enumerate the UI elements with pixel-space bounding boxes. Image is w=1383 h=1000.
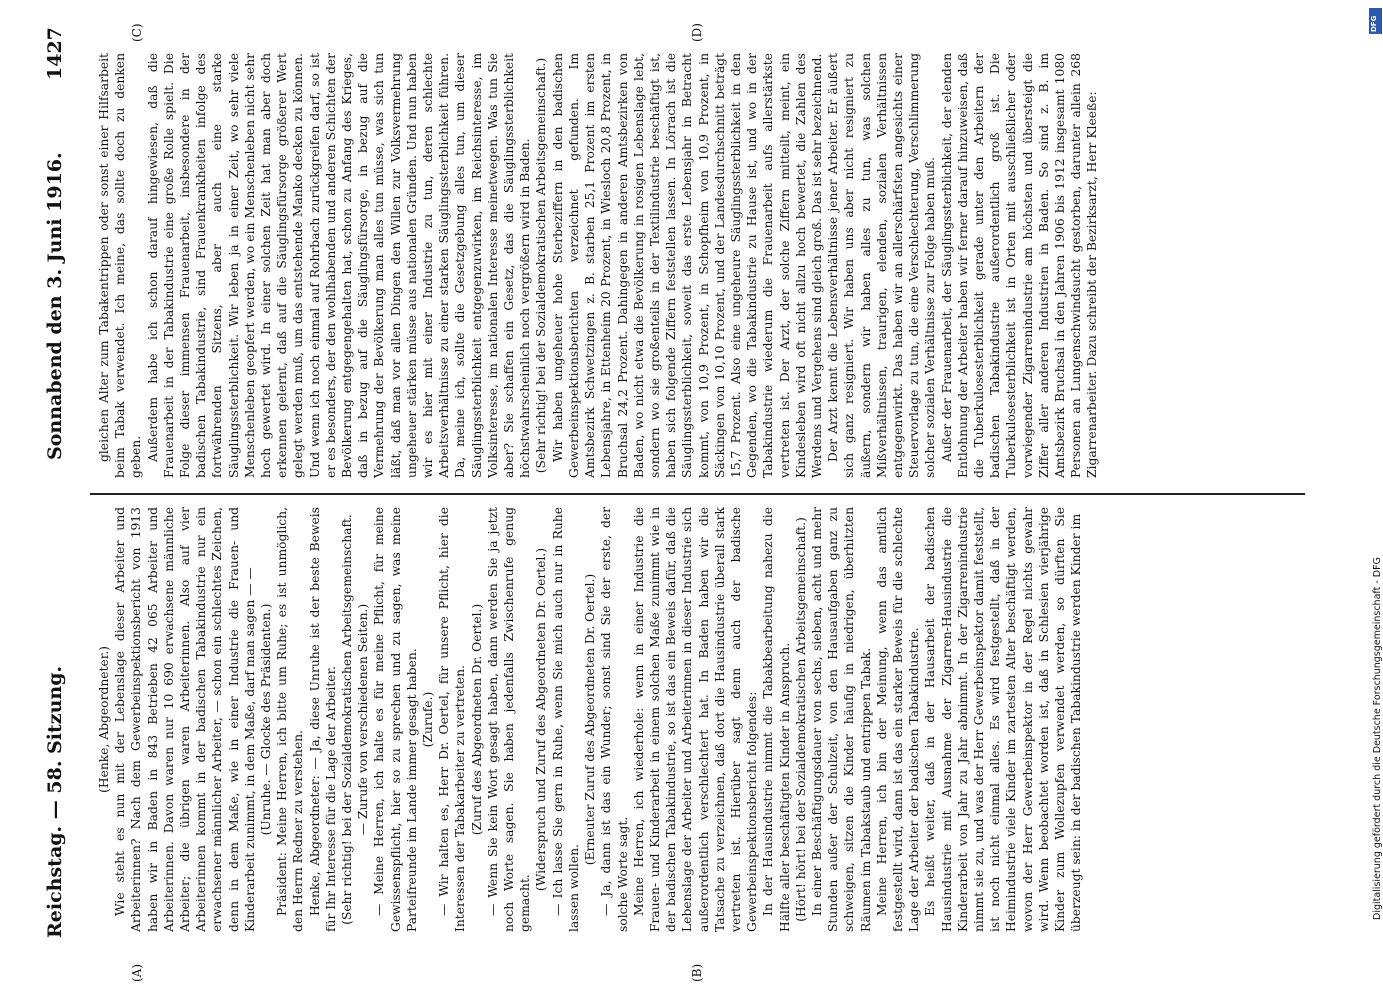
paragraph: — Ich lasse Sie gern in Ruhe, wenn Sie mich auch nur in Ruhe lassen wollen. <box>550 507 581 932</box>
header-left: Reichstag. — 58. Sitzung. <box>44 665 66 938</box>
margin-mark-c: (C) <box>130 23 144 42</box>
interjection: (Zurufe.) <box>421 691 436 748</box>
left-column <box>96 507 1311 932</box>
column-divider <box>90 493 1305 495</box>
paragraph: Henke, Abgeordneter: — Ja, diese Unruhe ist der beste Beweis für Ihr Interesse für die Lage der Arbeiter. <box>307 507 338 932</box>
paragraph: Meine Herren, ich bin der Meinung, wenn das amtlich festgestellt wird, dann ist das ein starker Beweis für die schlechte Lage der Arbeiter der badischen Tabakindustrie. <box>874 507 922 932</box>
paragraph: — Wenn Sie kein Wort gesagt haben, dann werden Sie ja jetzt noch Worte sagen. Sie haben jedenfalls Zwischenrufe genug gemacht. <box>485 507 533 932</box>
margin-mark-d: (D) <box>690 23 704 42</box>
paragraph: Es heißt weiter, daß in der Hausarbeit der badischen Hausindustrie mit Ausnahme der Zigarren-Hausindustrie die Kinderarbeit von Jahr zu Jahr abnimmt. In der Zigarrenindustrie nimmt sie zu, und was der Herr Gewerbeinspektor damit feststellt, ist noch nicht einmal alles. Es wird festgestellt, daß in der Heimindustrie viele Kinder im zartesten Alter beschäftigt werden, wovon der Herr Gewerbeinspektor in der Regel nichts gewahr wird. Wenn beobachtet worden ist, daß in Schlesien vierjährige Kinder zum Wollezupfen verwendet werden, so dürften Sie überzeugt sein: in der badischen Tabakindustrie werden Kinder im <box>923 507 1084 932</box>
paragraph: Außerdem habe ich schon darauf hingewiesen, daß die Frauenarbeit in der Tabakindustrie eine große Rolle spielt. Die Folge dieser immensen Frauenarbeit, insbesondere in der badischen Tabakindustrie, sind Frauenkrankheiten infolge des fortwährenden Sitzens, aber auch eine starke Säuglingssterblichkeit. Wir leben ja in einer Zeit, wo sehr viele Menschenleben geopfert werden, wo ein Menschenleben nicht sehr hoch gewertet wird. In einer solchen Zeit hat man aber doch erkennen gelernt, daß auf die Säuglingsfürsorge größerer Wert gelegt werden muß, um das entstehende Manko decken zu können. Und wenn ich noch einmal auf Rohrbach zurückgreifen darf, so ist er es besonders, der den wohlhabenden und anderen Schichten der Bevölkerung entgegengehalten hat, schon zu Anfang des Krieges, daß in bezug auf die Säuglingsfürsorge, in bezug auf die Vermehrung der Bevölkerung man alles tun müsse, was sich tun läßt, daß man vor allen Dingen den Willen zur Volksvermehrung ungeheuer stärken müsse aus nationalen Gründen. Und nun haben wir es hier mit einer Industrie zu tun, deren schlechte Arbeitsverhältnisse zu einer starken Säuglingssterblichkeit führen. Da, meine ich, sollte die Gesetzgebung alles tun, um dieser Säuglingssterblichkeit entgegenzuwirken, im Reichsinteresse, im Volksinteresse, im nationalen Interesse meinetwegen. Was tun Sie aber? Sie schaffen ein Gesetz, das die Säuglingssterblichkeit höchstwahrscheinlich noch vergrößern wird in Baden. <box>145 53 533 478</box>
paragraph: Wie steht es nun mit der Lebenslage dieser Arbeiter und Arbeiterinnen? Nach dem Gewerbeinspektionsbericht von 1913 haben wir in Baden in 843 Betrieben 42 065 Arbeiter und Arbeiterinnen. Davon waren nur 10 690 erwachsene männliche Arbeiter; die übrigen waren Arbeiterinnen. Also auf vier Arbeiterinnen kommt in der badischen Tabakindustrie nur ein erwachsener männlicher Arbeiter, — schon ein schlechtes Zeichen, denn in dem Maße, wie in einer Industrie die Frauen- und Kinderarbeit zunimmt, in dem Maße, darf man sagen — — <box>113 507 257 932</box>
paragraph: gleichen Alter zum Tabakentrippen oder sonst einer Hilfsarbeit beim Tabak verwendet. Ich meine, das sollte doch zu denken geben. <box>97 53 144 478</box>
interjection: (Hört! hört! bei der Sozialdemokratischen Arbeitsgemeinschaft.) <box>793 517 808 922</box>
interjection: (Widerspruch und Zuruf des Abgeordneten Dr. Oertel.) <box>534 547 549 892</box>
paragraph: Der Arzt kennt die Lebensverhältnisse jener Arbeiter. Er äußert sich ganz resigniert. Wir haben uns aber nicht resigniert zu äußern, sondern wir haben alles zu tun, was solchen Mißverhältnissen, traurigen, elenden, sozialen Verhältnissen entgegenwirkt. Das haben wir an allerschärfsten angesichts einer Steuervorlage zu tun, die eine Verschlechterung, Verschlimmerung solcher sozialen Verhältnisse zur Folge haben muß. <box>826 53 938 478</box>
margin-mark-b: (B) <box>690 963 704 982</box>
interjection: (Zuruf des Abgeordneten Dr. Oertel.) <box>469 603 484 836</box>
interjection: (Erneuter Zuruf des Abgeordneten Dr. Oertel.) <box>583 573 598 866</box>
page-header <box>38 0 78 1000</box>
paragraph: Wir haben ungeheuer hohe Sterbeziffern in den badischen Gewerbeinspektionsberichten verzeichnet gefunden. Im Amtsbezirk Schwetzingen z. B. starben 25,1 Prozent im ersten Lebensjahre, in Ettenheim 20 Prozent, in Wiesloch 20,8 Prozent, in Bruchsal 24,2 Prozent. Dahingegen in anderen Amtsbezirken von Baden, wo nicht etwa die Bevölkerung in rosigen Lebenslage lebt, sondern wo sie großenteils in der Textilindustrie beschäftigt ist, haben sich folgende Ziffern feststellen lassen. In Lörrach ist die Säuglingssterblichkeit, soweit das erste Lebensjahr in Betracht kommt, von 10,9 Prozent, in Schopfheim von 10,9 Prozent, in Säckingen von 10,10 Prozent, und der Landesdurchschnitt beträgt 15,7 Prozent. Also eine ungeheure Säuglingssterblichkeit in den Gegenden, wo die Tabakindustrie zu Hause ist, und wo in der Tabakindustrie wiederum die Frauenarbeit aufs allerstärkste vertreten ist. Der Arzt, der solche Ziffern mitteilt, meint, ein Kindesleben wird oft nicht allzu hoch bewertet, die Zahlen des Werdens und Vergehens sind gleich groß. Das ist sehr bezeichnend. <box>550 53 824 478</box>
dfg-logo <box>1369 8 1382 34</box>
paragraph: — Meine Herren, ich halte es für meine Pflicht, für meine Gewissenspflicht, hier so zu sprechen und zu sagen, was meine Parteifreunde im Lande immer gesagt haben. <box>372 507 419 932</box>
paragraph: Präsident: Meine Herren, ich bitte um Ruhe; es ist unmöglich, den Herrn Redner zu verstehen. <box>275 507 306 932</box>
page-number: 1427 <box>44 27 66 80</box>
paragraph: Außer der Frauenarbeit, der Säuglingssterblichkeit, der elenden Entlohnung der Arbeiter haben wir ferner darauf hinzuweisen, daß die Tuberkulosesterblichkeit gerade unter den Arbeitern der badischen Tabakindustrie außerordentlich groß ist. Die Tuberkulosesterblichkeit ist in Orten mit ausschließlicher oder vorwiegender Zigarrenindustrie am höchsten und übersteigt die Ziffer aller anderen Industrien in Baden. So sind z. B. im Amtsbezirk Bruchsal in den Jahren 1906 bis 1912 insgesamt 1080 Personen an Lungenschwindsucht gestorben, darunter allein 268 Zigarrenarbeiter. Dazu schreibt der Bezirksarzt, Herr Kleeße: <box>939 53 1100 478</box>
quotation: In der Hausindustrie nimmt die Tabakbearbeitung nahezu die Hälfte aller beschäftigten Kinder in Anspruch. <box>761 507 792 932</box>
paragraph: — Wir halten es, Herr Dr. Oertel, für unsere Pflicht, hier die Interessen der Tabakarbeiter zu vertreten. <box>437 507 468 932</box>
interjection: (Sehr richtig! bei der Sozialdemokratischen Arbeitsgemeinschaft. — Zurufe von verschiedenen Seiten.) <box>340 514 371 925</box>
header-right: Sonnabend den 3. Juni 1916. <box>44 152 66 460</box>
quotation: In einer Beschäftigungsdauer von sechs, sieben, acht und mehr Stunden außer der Schulzeit, von den Hausaufgaben ganz zu schweigen, sitzen die Kinder häufig in niedrigen, überhitzten Räumen im Tabakstaub und entrippen Tabak. <box>809 507 873 932</box>
interjection: (Sehr richtig! bei der Sozialdemokratischen Arbeitsgemeinschaft.) <box>534 57 549 474</box>
speaker-note: (Henke, Abgeordneter.) <box>97 646 111 793</box>
interjection: (Unruhe. — Glocke des Präsidenten.) <box>259 603 274 836</box>
right-column <box>96 53 1311 478</box>
margin-mark-a: (A) <box>130 963 144 982</box>
paragraph: Meine Herren, ich wiederhole: wenn in einer Industrie die Frauen- und Kinderarbeit in einem solchen Maße zunimmt wie in der badischen Tabakindustrie, so ist das ein Beweis dafür, daß die Lebenslage der Arbeiter und Arbeiterinnen in dieser Industrie sich außerordentlich verschlechtert hat. In Baden haben wir die Tatsache zu verzeichnen, daß dort die Hausindustrie überall stark vertreten ist. Hierüber sagt denn auch der badische Gewerbeinspektionsbericht folgendes: <box>631 507 760 932</box>
credit-text: Digitalisierung gefördert durch die Deutsche Forschungsgemeinschaft - DFG <box>1372 557 1383 920</box>
digitization-credit <box>1372 40 1382 920</box>
dfg-logo-text: DFG <box>1370 15 1378 32</box>
paragraph: — Ja, dann ist das ein Wunder; sonst sind Sie der erste, der solche Worte sagt. <box>599 507 630 932</box>
